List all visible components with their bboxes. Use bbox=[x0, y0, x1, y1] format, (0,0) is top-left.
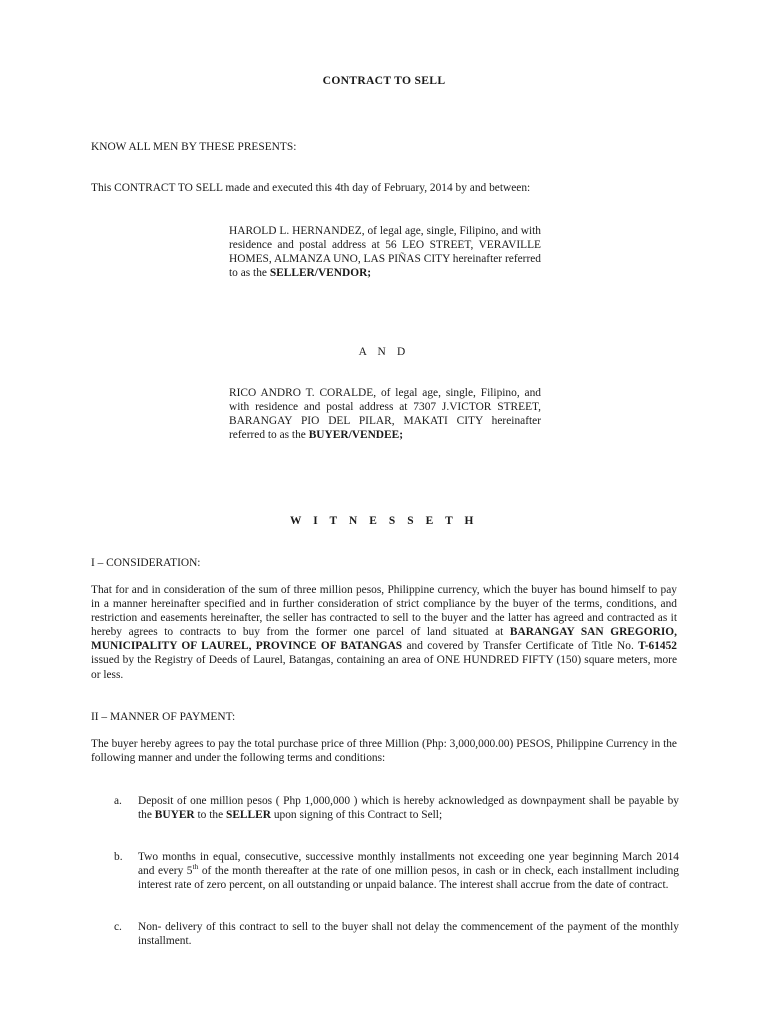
witnesseth-heading: W I T N E S S E T H bbox=[290, 515, 478, 527]
payment-paragraph: The buyer hereby agrees to pay the total purchase price of three Million (Php: 3,000,000.00) PESOS, Philippine Currency in the following manner and under the following terms and conditions: bbox=[91, 738, 677, 765]
seller-block bbox=[229, 224, 541, 280]
list-marker: b. bbox=[114, 851, 123, 863]
list-marker: c. bbox=[114, 921, 122, 933]
consideration-text-before: That for and in consideration of the sum of three million pesos, Philippine currency, which the buyer has bound himself to pay in a manner hereinafter specified and in further consideration of strict compliance by the buyer of the terms, conditions, and restriction and easements hereinafter, the seller has contracted to sell to the buyer and the latter has agreed and contracted as it hereby agrees to contracts to buy from the former one parcel of land situated at bbox=[91, 584, 677, 639]
item-a-text-mid: to the bbox=[197, 809, 224, 822]
consideration-text-after: issued by the Registry of Deeds of Laurel, Batangas, containing an area of ONE HUNDRED FIFTY (150) square meters, more or less. bbox=[91, 654, 677, 681]
list-marker: a. bbox=[114, 795, 122, 807]
list-item-text bbox=[138, 850, 679, 892]
item-a-text-after: upon signing of this Contract to Sell; bbox=[273, 809, 443, 822]
buyer-role: BUYER/VENDEE; bbox=[308, 429, 404, 442]
buyer-text: RICO ANDRO T. CORALDE, of legal age, single, Filipino, and with residence and postal address at 7307 J.VICTOR STREET, BARANGAY PIO DEL PILAR, MAKATI CITY hereinafter referred to as the bbox=[229, 387, 541, 442]
consideration-heading: I – CONSIDERATION: bbox=[91, 557, 201, 569]
consideration-text-middle: and covered by Transfer Certificate of Title No. bbox=[406, 640, 634, 653]
intro-paragraph: This CONTRACT TO SELL made and executed this 4th day of February, 2014 by and between: bbox=[91, 182, 531, 194]
item-a-text-before: Deposit of one million pesos ( Php 1,000,000 ) which is hereby acknowledged as downpayment shall be payable by the bbox=[138, 795, 679, 822]
item-a-seller: SELLER bbox=[226, 809, 271, 822]
title-number: T-61452 bbox=[638, 640, 677, 653]
seller-text: HAROLD L. HERNANDEZ, of legal age, single, Filipino, and with residence and postal address at 56 LEO STREET, VERAVILLE HOMES, ALMANZA UNO, LAS PIÑAS CITY hereinafter referred to as the bbox=[229, 225, 541, 280]
list-item-text: Non- delivery of this contract to sell to the buyer shall not delay the commencement of the payment of the monthly installment. bbox=[138, 921, 679, 948]
and-separator: A N D bbox=[358, 346, 410, 358]
item-b-text-after: of the month thereafter at the rate of one million pesos, in cash or in check, each installment including interest rate of zero percent, on all outstanding or unpaid balance. The interest shall accrue from the date of contract. bbox=[138, 865, 679, 892]
list-item-text bbox=[138, 794, 679, 822]
property-location: BARANGAY SAN GREGORIO, MUNICIPALITY OF LAUREL, PROVINCE OF BATANGAS bbox=[91, 626, 677, 653]
buyer-block bbox=[229, 386, 541, 442]
item-b-superscript: th bbox=[192, 862, 199, 872]
item-a-buyer: BUYER bbox=[154, 809, 195, 822]
seller-role: SELLER/VENDOR; bbox=[269, 267, 372, 280]
payment-heading: II – MANNER OF PAYMENT: bbox=[91, 711, 236, 723]
document-title: CONTRACT TO SELL bbox=[322, 74, 446, 87]
consideration-paragraph bbox=[91, 583, 677, 682]
know-all-men-line: KNOW ALL MEN BY THESE PRESENTS: bbox=[91, 141, 297, 153]
item-b-text-before: Two months in equal, consecutive, successive monthly installments not exceeding one year beginning March 2014 and every 5 bbox=[138, 851, 679, 878]
